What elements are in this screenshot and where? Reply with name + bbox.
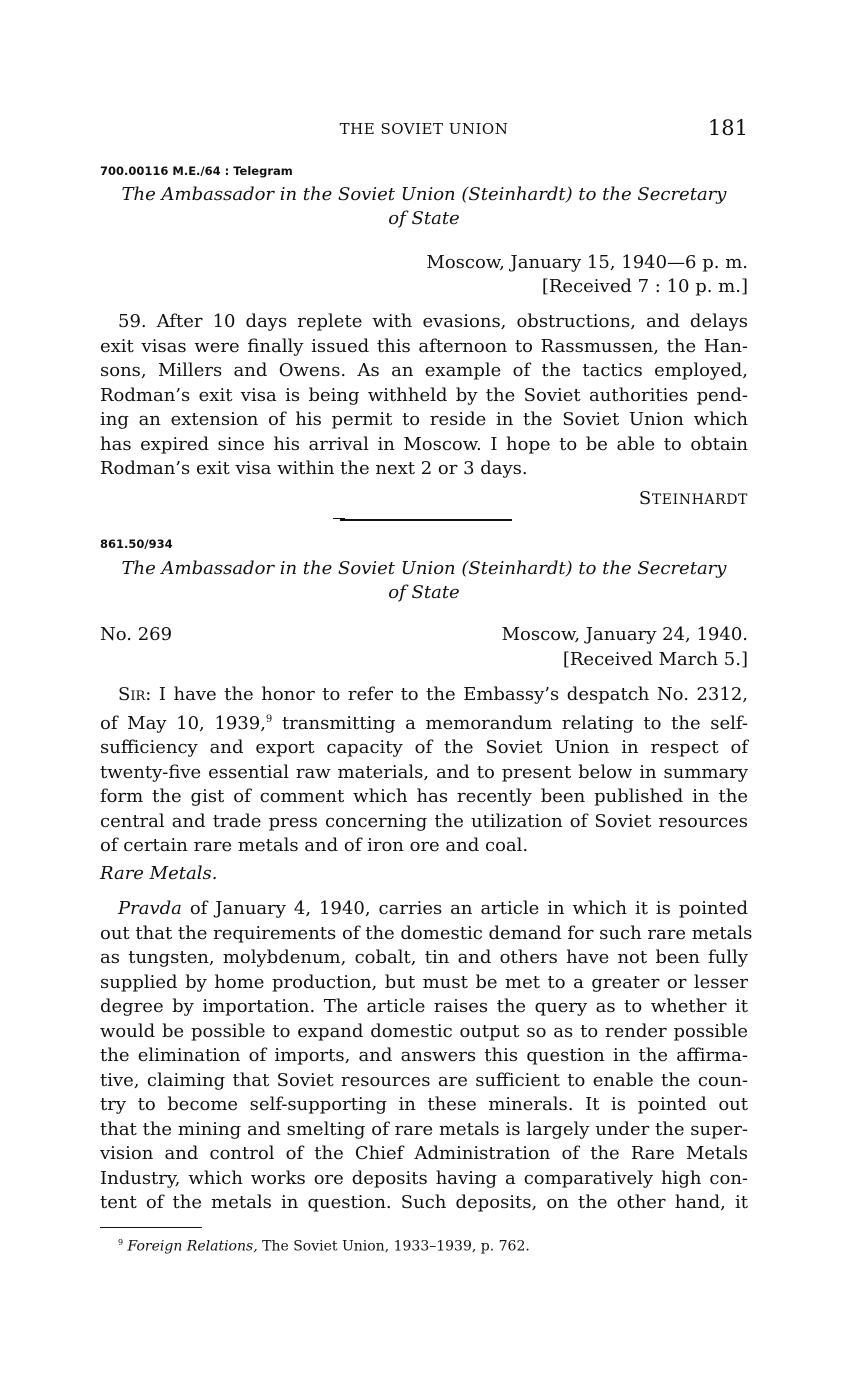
text-line: sons, Millers and Owens. As an example of the tactics employed, [100, 360, 748, 381]
despatch-paragraph [100, 683, 748, 859]
salutation: Sir [118, 684, 146, 705]
section-heading: Rare Metals. [100, 863, 218, 884]
title-line: The Ambassador in the Soviet Union (Steinhardt) to the Secretary [121, 558, 727, 579]
text-line [100, 897, 748, 922]
text-line: exit visas were finally issued this afternoon to Rassmussen, the Han- [100, 335, 748, 357]
dateline: Moscow, January 24, 1940. [501, 624, 748, 645]
text-line: that the mining and smelting of rare metals is largely under the super- [100, 1118, 748, 1140]
text-line: supplied by home production, but must be met to a greater or lesser [100, 971, 748, 993]
received-note: [Received 7 : 10 p. m.] [541, 276, 748, 297]
running-title: THE SOVIET UNION [339, 120, 509, 138]
text-line: Industry, which works ore deposits having a comparatively high con- [100, 1167, 748, 1189]
title-line: of State [388, 582, 460, 603]
text-line: of certain rare metals and of iron ore and coal. [100, 835, 529, 856]
text-line [100, 683, 748, 708]
text-line: tent of the metals in question. Such deposits, on the other hand, it [100, 1192, 748, 1213]
page-number: 181 [707, 116, 748, 140]
footnote-rule [100, 1227, 202, 1228]
text-fragment: of January 4, 1940, carries an article in which it is pointed [181, 898, 748, 919]
text-line: Rodman’s exit visa is being withheld by the Soviet authorities pend- [100, 384, 748, 406]
text-line: sufficiency and export capacity of the Soviet Union in respect of [100, 737, 748, 758]
document-title [100, 557, 748, 605]
newspaper-name: Pravda [118, 898, 182, 919]
title-line: of State [388, 208, 460, 229]
running-header [100, 116, 748, 146]
text-line: vision and control of the Chief Administration of the Rare Metals [100, 1143, 748, 1164]
text-line: central and trade press concerning the utilization of Soviet resources [100, 810, 748, 832]
title-line: The Ambassador in the Soviet Union (Steinhardt) to the Secretary [121, 184, 727, 205]
text-line: out that the requirements of the domestic demand for such rare metals [100, 922, 753, 944]
text-line: would be possible to expand domestic output so as to render possible [100, 1020, 748, 1042]
footnote-text: The Soviet Union, 1933–1939, p. 762. [257, 1238, 530, 1255]
footnote-mark: 9 [118, 1238, 124, 1247]
document-title [100, 183, 748, 231]
file-number: 861.50/934 [100, 537, 173, 551]
telegram-body [100, 310, 748, 482]
text-line [100, 708, 748, 737]
footnote-reference: 9 [265, 713, 273, 725]
signature [639, 488, 748, 509]
text-line: form the gist of comment which has recently been published in the [100, 786, 748, 807]
text-line: 59. After 10 days replete with evasions, obstructions, and delays [118, 311, 748, 332]
signature-initial: S [638, 488, 652, 509]
text-line: twenty-five essential raw materials, and to present below in summary [100, 761, 748, 783]
footnote-source: Foreign Relations, [127, 1238, 258, 1255]
text-line: try to become self-supporting in these minerals. It is pointed out [100, 1094, 748, 1115]
text-fragment: transmitting a memorandum relating to the self- [272, 712, 748, 734]
footnote [118, 1238, 530, 1255]
text-line: Rodman’s exit visa within the next 2 or 3 days. [100, 458, 528, 479]
despatch-paragraph [100, 897, 753, 1216]
text-fragment: : I have the honor to refer to the Embassy’s despatch No. 2312, [145, 684, 748, 705]
file-number: 700.00116 M.E./64 : Telegram [100, 164, 293, 178]
text-line: tive, claiming that Soviet resources are sufficient to enable the coun- [100, 1069, 748, 1091]
text-fragment: of May 10, 1939, [100, 712, 266, 734]
text-line: has expired since his arrival in Moscow. I hope to be able to obtain [100, 433, 748, 455]
text-line: degree by importation. The article raises the query as to whether it [100, 996, 748, 1017]
text-line: the elimination of imports, and answers this question in the affirma- [100, 1045, 748, 1066]
document-separator [340, 519, 512, 521]
despatch-number: No. 269 [100, 624, 173, 645]
text-line: as tungsten, molybdenum, cobalt, tin and others have not been fully [100, 947, 748, 968]
received-note: [Received March 5.] [562, 649, 748, 670]
signature-rest: TEINHARDT [651, 492, 748, 508]
text-line: ing an extension of his permit to reside in the Soviet Union which [100, 409, 748, 430]
dateline: Moscow, January 15, 1940—6 p. m. [426, 252, 748, 273]
